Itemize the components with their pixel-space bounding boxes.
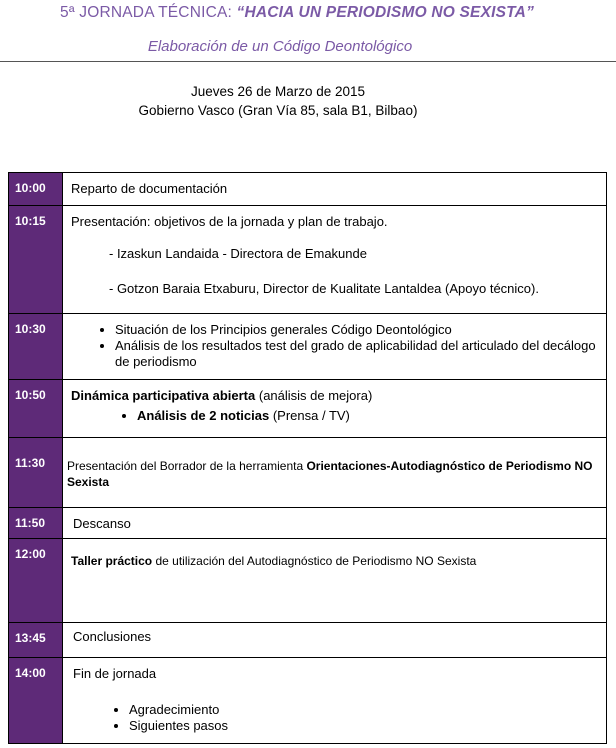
bullet-item: • Siguientes pasos xyxy=(129,718,598,734)
agenda-content xyxy=(63,623,606,657)
agenda-item-bold: Dinámica participativa abierta xyxy=(71,388,256,403)
bullet-item: • Situación de los Principios generales Código Deontológico xyxy=(115,322,598,338)
agenda-time: 10:15 xyxy=(9,206,63,313)
agenda-item-plain: Presentación del Borrador de la herramienta xyxy=(67,459,307,473)
bullet-list xyxy=(71,322,598,370)
title-prefix: 5ª JORNADA TÉCNICA: xyxy=(60,4,237,21)
agenda-content xyxy=(63,173,606,205)
agenda-time: 13:45 xyxy=(9,623,63,657)
bullet-item xyxy=(137,408,598,424)
agenda-item: Presentación: objetivos de la jornada y plan de trabajo. xyxy=(71,214,388,229)
agenda-item-rest: (análisis de mejora) xyxy=(255,388,373,403)
agenda-time: 12:00 xyxy=(9,539,63,622)
bullet-list xyxy=(71,408,598,424)
agenda-time: 11:30 xyxy=(9,438,63,507)
agenda-item: Conclusiones xyxy=(73,629,152,644)
agenda-row xyxy=(9,379,606,437)
page-title xyxy=(60,4,580,22)
agenda-row xyxy=(9,205,606,313)
agenda-item: Descanso xyxy=(73,516,131,531)
bullet-rest: (Prensa / TV) xyxy=(269,408,350,423)
agenda-row xyxy=(9,507,606,538)
bullet-bold: Análisis de 2 noticias xyxy=(137,408,270,423)
agenda-content xyxy=(63,314,606,379)
agenda-item xyxy=(71,388,598,404)
agenda-content xyxy=(63,438,606,507)
event-location: Gobierno Vasco (Gran Vía 85, sala B1, Bilbao) xyxy=(138,103,418,118)
agenda-table xyxy=(8,172,607,744)
page-subtitle: Elaboración de un Código Deontológico xyxy=(147,38,413,55)
agenda-row xyxy=(9,437,606,507)
agenda-content xyxy=(63,380,606,437)
agenda-time: 11:50 xyxy=(9,508,63,538)
agenda-row xyxy=(9,657,606,743)
agenda-row xyxy=(9,622,606,657)
event-info xyxy=(0,82,556,120)
agenda-time: 10:50 xyxy=(9,380,63,437)
agenda-item-bold: Taller práctico xyxy=(71,554,153,568)
header-divider xyxy=(0,61,616,62)
agenda-content xyxy=(63,658,606,743)
agenda-item-rest: de utilización del Autodiagnóstico de Periodismo NO Sexista xyxy=(152,554,477,568)
agenda-time: 14:00 xyxy=(9,658,63,743)
agenda-item-bold: Orientaciones-Autodiagnóstico de Periodismo NO Sexista xyxy=(67,459,593,489)
speaker-item: - Izaskun Landaida - Directora de Emakunde xyxy=(109,246,367,261)
title-main: “HACIA UN PERIODISMO NO SEXISTA” xyxy=(236,4,535,21)
bullet-item: • Análisis de los resultados test del grado de aplicabilidad del articulado del decálogo de periodismo xyxy=(115,338,598,370)
agenda-item: Reparto de documentación xyxy=(71,181,228,196)
agenda-time: 10:30 xyxy=(9,314,63,379)
agenda-content xyxy=(63,539,606,622)
agenda-row xyxy=(9,173,606,205)
agenda-content xyxy=(63,508,606,538)
agenda-row xyxy=(9,538,606,622)
bullet-item: • Agradecimiento xyxy=(129,702,598,718)
agenda-time: 10:00 xyxy=(9,173,63,205)
bullet-list xyxy=(73,702,598,734)
agenda-content xyxy=(63,206,606,313)
agenda-item: Fin de jornada xyxy=(73,666,157,681)
agenda-row xyxy=(9,313,606,379)
event-date: Jueves 26 de Marzo de 2015 xyxy=(190,84,366,99)
speaker-item: - Gotzon Baraia Etxaburu, Director de Kualitate Lantaldea (Apoyo técnico). xyxy=(109,281,539,296)
